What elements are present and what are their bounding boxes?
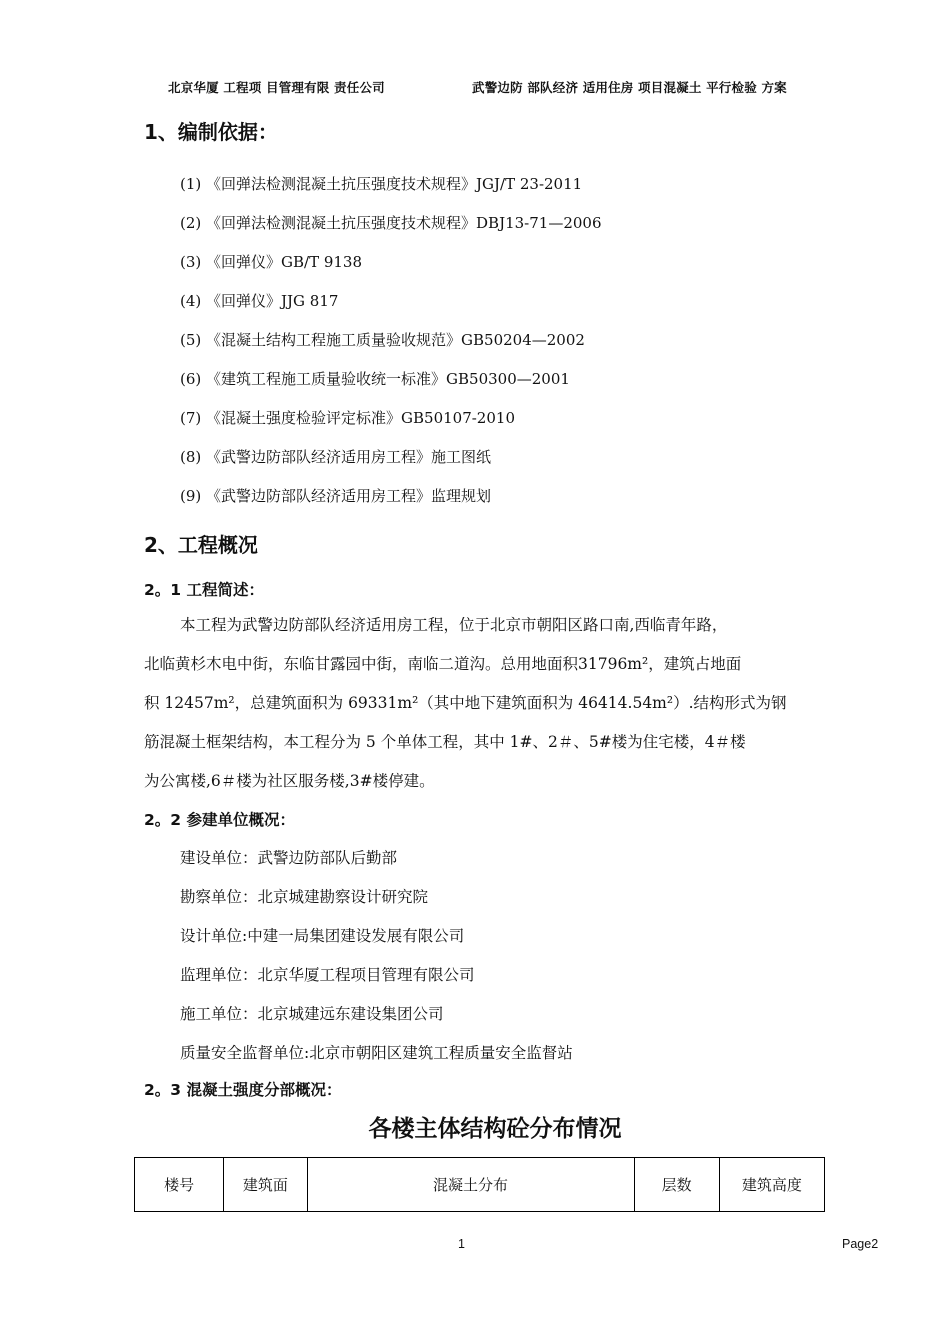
- table-title: 各楼主体结构砼分布情况: [368, 1116, 622, 1142]
- participant-unit: 监理单位：北京华厦工程项目管理有限公司: [180, 966, 475, 984]
- page-label: Page2: [842, 1237, 879, 1251]
- description-line: 积 12457m²，总建筑面积为 69331m²（其中地下建筑面积为 46414.54m²）.结构形式为钢: [144, 694, 787, 712]
- header-concrete-distribution: 混凝土分布: [307, 1158, 634, 1212]
- participant-unit: 勘察单位：北京城建勘察设计研究院: [180, 888, 429, 906]
- reference-item: (1) 《回弹法检测混凝土抗压强度技术规程》JGJ/T 23-2011: [180, 175, 583, 193]
- participant-unit: 质量安全监督单位:北京市朝阳区建筑工程质量安全监督站: [180, 1044, 573, 1062]
- table-header-row: [135, 1158, 825, 1212]
- concrete-distribution-table: [134, 1157, 825, 1212]
- description-line: 为公寓楼,6＃楼为社区服务楼,3#楼停建。: [144, 772, 435, 790]
- header-document-title: 武警边防 部队经济 适用住房 项目混凝土 平行检验 方案: [472, 80, 787, 95]
- subsection-2-1-title: 2。1 工程简述：: [144, 581, 264, 599]
- header-company: 北京华厦 工程项 目管理有限 责任公司: [168, 80, 385, 95]
- reference-item: (5) 《混凝土结构工程施工质量验收规范》GB50204—2002: [180, 331, 585, 349]
- header-building-no: 楼号: [135, 1158, 224, 1212]
- subsection-2-3-title: 2。3 混凝土强度分部概况：: [144, 1081, 342, 1099]
- participant-unit: 施工单位：北京城建远东建设集团公司: [180, 1005, 444, 1023]
- header-floors: 层数: [634, 1158, 719, 1212]
- page-number: 1: [458, 1237, 465, 1251]
- header-building-height: 建筑高度: [719, 1158, 824, 1212]
- section-1-title: 1、编制依据：: [144, 120, 278, 144]
- reference-item: (9) 《武警边防部队经济适用房工程》监理规划: [180, 487, 492, 505]
- section-2-title: 2、工程概况: [144, 533, 258, 557]
- participant-unit: 设计单位:中建一局集团建设发展有限公司: [180, 927, 465, 945]
- reference-item: (6) 《建筑工程施工质量验收统一标准》GB50300—2001: [180, 370, 570, 388]
- description-line: 筋混凝土框架结构，本工程分为 5 个单体工程，其中 1#、2＃、5#楼为住宅楼，4＃楼: [144, 733, 746, 751]
- description-line: 本工程为武警边防部队经济适用房工程，位于北京市朝阳区路口南,西临青年路，: [180, 616, 728, 634]
- reference-item: (4) 《回弹仪》JJG 817: [180, 292, 339, 310]
- subsection-2-2-title: 2。2 参建单位概况：: [144, 811, 295, 829]
- header-building-area: 建筑面: [224, 1158, 307, 1212]
- reference-item: (2) 《回弹法检测混凝土抗压强度技术规程》DBJ13-71—2006: [180, 214, 602, 232]
- project-description: [144, 606, 804, 801]
- description-line: 北临黄杉木电中街，东临甘露园中街，南临二道沟。总用地面积31796m²，建筑占地面: [144, 655, 742, 673]
- reference-item: (8) 《武警边防部队经济适用房工程》施工图纸: [180, 448, 492, 466]
- reference-item: (3) 《回弹仪》GB/T 9138: [180, 253, 363, 271]
- reference-item: (7) 《混凝土强度检验评定标准》GB50107-2010: [180, 409, 515, 427]
- participant-unit: 建设单位：武警边防部队后勤部: [180, 849, 398, 867]
